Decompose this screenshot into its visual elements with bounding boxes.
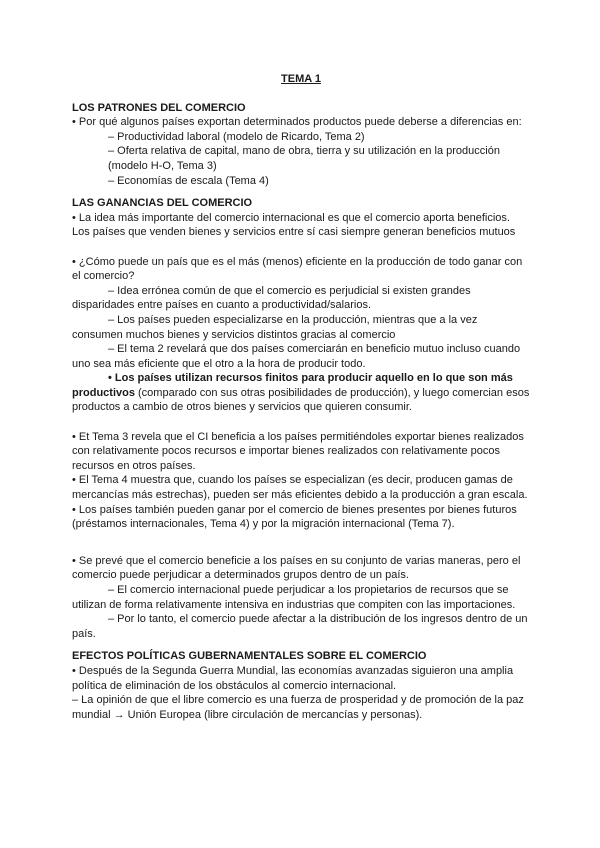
paragraph-bienes-futuros: • Los países también pueden ganar por el comercio de bienes presentes por bienes futuros (préstamos internacionales, Tema 4) y por la migración internacional (Tema 7).	[72, 503, 517, 531]
list-item-productividad: – Productividad laboral (modelo de Ricardo, Tema 2)	[108, 130, 365, 143]
list-item-distribucion-ingresos: – Por lo tanto, el comercio puede afectar a la distribución de los ingresos dentro de un país.	[72, 613, 528, 640]
document-title: TEMA 1	[281, 73, 321, 85]
list-item-perjudicar-propietarios: – El comercio internacional puede perjudicar a los propietarios de recursos que se utilizan de forma relativamente intensiva en industrias que compiten con las importaciones.	[72, 584, 516, 611]
list-item-economias-escala: – Economías de escala (Tema 4)	[108, 174, 269, 187]
paragraph-tema3: • Et Tema 3 revela que el CI beneficia a los países permitiéndoles exportar bienes realizados con relativamente pocos recursos e importar bienes realizados con relativamente pocos recursos en otros países.	[72, 430, 524, 472]
paragraph-pregunta-eficiente: • ¿Cómo puede un país que es el más (menos) eficiente en la producción de todo ganar con el comercio?	[72, 255, 523, 283]
paragraph-recursos-finitos	[72, 371, 530, 415]
paragraph-patrones-intro: • Por qué algunos países exportan determinados productos puede deberse a diferencias en:	[72, 116, 522, 129]
list-item-oferta-relativa: – Oferta relativa de capital, mano de obra, tierra y su utilización en la producción (modelo H-O, Tema 3)	[108, 145, 500, 172]
section-heading-patrones: LOS PATRONES DEL COMERCIO	[72, 101, 246, 114]
list-item-especializarse: – Los países pueden especializarse en la producción, mientras que a la vez consumen muchos bienes y servicios distintos gracias al comercio	[72, 313, 478, 341]
paragraph-segunda-guerra: • Después de la Segunda Guerra Mundial, las economías avanzadas siguieron una amplia política de eliminación de los obstáculos al comercio internacional.	[72, 664, 514, 692]
bold-recursos-finitos: • Los países utilizan recursos finitos para producir aquello en lo que son más productivos	[72, 372, 513, 399]
paragraph-beneficio-conjunto: • Se prevé que el comercio beneficie a los países en su conjunto de varias maneras, pero el comercio puede perjudicar a determinados grupos dentro de un país.	[72, 554, 521, 582]
paragraph-idea-importante: • La idea más importante del comercio internacional es que el comercio aporta beneficios. Los países que venden bienes y servicios entre sí casi siempre generan beneficios mutuos	[72, 211, 516, 239]
section-heading-efectos-politicas: EFECTOS POLÍTICAS GUBERNAMENTALES SOBRE EL COMERCIO	[72, 650, 427, 663]
paragraph-tema4: • El Tema 4 muestra que, cuando los países se especializan (es decir, producen gamas de mercancías más estrechas), pueden ser más eficientes debido a la producción a gran escala.	[72, 474, 528, 502]
list-item-idea-erronea: – Idea errónea común de que el comercio es perjudicial si existen grandes disparidades entre países en cuanto a productividad/salarios.	[72, 284, 471, 312]
list-item-tema2: – El tema 2 revelará que dos países comerciarán en beneficio mutuo incluso cuando uno sea más eficiente que el otro a la hora de producir todo.	[72, 343, 521, 370]
text-recursos-finitos-rest: (comparado con sus otras posibilidades de producción), y luego comercian esos productos a cambio de otros bienes y servicios que quieren consumir.	[72, 386, 530, 414]
section-heading-ganancias: LAS GANANCIAS DEL COMERCIO	[72, 197, 253, 210]
paragraph-libre-comercio: – La opinión de que el libre comercio es una fuerza de prosperidad y de promoción de la paz mundial → Unión Europea (libre circulación de mercancías y personas).	[72, 694, 524, 721]
